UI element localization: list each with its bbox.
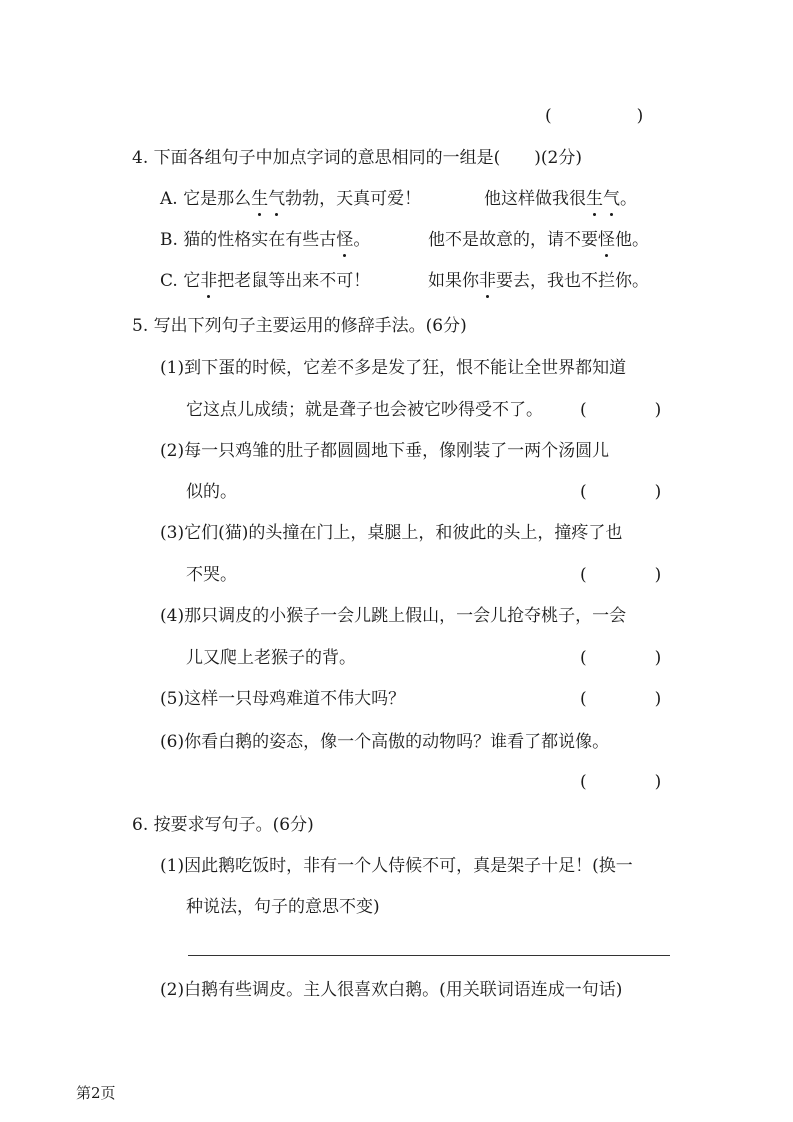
question-5-item-5: (5)这样一只母鸡难道不伟大吗？ — [160, 689, 406, 709]
question-4-option-a-right — [484, 187, 637, 211]
question-4-stem: 4. 下面各组句子中加点字词的意思相同的一组是( )(2分) — [132, 148, 582, 168]
answer-line[interactable] — [188, 955, 670, 956]
question-5-item-2-line-2: 似的。 — [186, 482, 237, 502]
option-text: 把老鼠等出来不可！ — [217, 271, 371, 291]
question-4-option-c-right — [428, 269, 649, 293]
question-5-item-3-line-2: 不哭。 — [186, 565, 237, 585]
dotted-char: 气 — [603, 189, 620, 209]
answer-paren-top: ( ) — [545, 106, 644, 126]
question-6-item-2: (2)白鹅有些调皮。主人很喜欢白鹅。(用关联词语连成一句话) — [160, 980, 623, 1000]
question-6-item-1-line-2: 种说法，句子的意思不变) — [186, 897, 380, 917]
option-text: 如果你 — [428, 271, 479, 291]
dotted-char: 怪 — [598, 230, 615, 250]
dotted-char: 非 — [479, 271, 496, 291]
question-4-option-a-left — [160, 187, 421, 211]
option-text: A. 它是那么 — [160, 189, 252, 209]
option-text: 要去，我也不拦你。 — [496, 271, 649, 291]
answer-paren: ( ) — [580, 689, 662, 709]
dotted-char: 生 — [251, 189, 269, 209]
dotted-char: 非 — [200, 271, 218, 291]
answer-paren: ( ) — [580, 482, 662, 502]
question-6-stem: 6. 按要求写句子。(6分) — [132, 815, 314, 835]
option-text: 勃勃，天真可爱！ — [285, 189, 422, 209]
question-5-item-4-line-1: (4)那只调皮的小猴子一会儿跳上假山，一会儿抢夺桃子，一会 — [160, 606, 627, 626]
option-text: C. 它 — [160, 271, 201, 291]
page-number: 第2页 — [76, 1084, 116, 1102]
question-6-item-1-line-1: (1)因此鹅吃饭时，非有一个人侍候不可，真是架子十足！(换一 — [160, 856, 633, 876]
answer-paren: ( ) — [580, 565, 662, 585]
option-text: 他。 — [615, 230, 649, 250]
dotted-char: 怪 — [336, 230, 354, 250]
question-5-item-1-line-2: 它这点儿成绩；就是聋子也会被它吵得受不了。 — [186, 400, 543, 420]
question-5-item-3-line-1: (3)它们(猫)的头撞在门上，桌腿上，和彼此的头上，撞疼了也 — [160, 523, 623, 543]
dotted-char: 气 — [268, 189, 286, 209]
question-4-option-b-right — [428, 228, 649, 252]
question-4-option-c-left — [160, 269, 370, 293]
answer-paren: ( ) — [580, 772, 662, 792]
question-4-option-b-left — [160, 228, 370, 252]
option-text: 。 — [620, 189, 637, 209]
question-5-item-1-line-1: (1)到下蛋的时候，它差不多是发了狂，恨不能让全世界都知道 — [160, 358, 627, 378]
option-text: B. 猫的性格实在有些古 — [160, 230, 337, 250]
question-5-item-6: (6)你看白鹅的姿态，像一个高傲的动物吗？谁看了都说像。 — [160, 732, 610, 752]
option-text: 他不是故意的，请不要 — [428, 230, 598, 250]
question-5-item-4-line-2: 儿又爬上老猴子的背。 — [186, 648, 356, 668]
question-5-item-2-line-1: (2)每一只鸡雏的肚子都圆圆地下垂，像刚装了一两个汤圆儿 — [160, 441, 610, 461]
answer-paren: ( ) — [580, 400, 662, 420]
answer-paren: ( ) — [580, 648, 662, 668]
option-text: 他这样做我很 — [484, 189, 586, 209]
dotted-char: 生 — [586, 189, 603, 209]
question-5-stem: 5. 写出下列句子主要运用的修辞手法。(6分) — [132, 316, 467, 336]
option-text: 。 — [353, 230, 371, 250]
